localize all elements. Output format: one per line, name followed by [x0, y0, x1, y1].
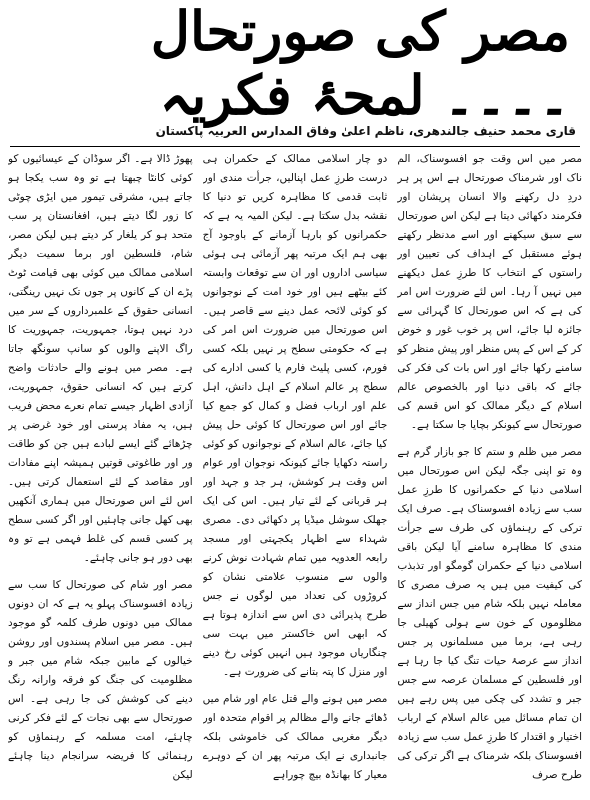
- column-3: [8, 150, 193, 800]
- paragraph: مصر اور شام کی صورتحال کا سب سے زیادہ افسوسناک پہلو یہ ہے کہ ان دونوں ممالک میں دونوں طرف کلمہ گو موجود ہیں۔ مصر میں اسلام پسندوں اور روشن خیالوں کے مابین جبکہ شام میں جبر و مظلومیت کی جنگ کو فرقہ وارانہ رنگ دینے کی کوشش کی جا رہی ہے۔ اس صورتحال سے بھی نجات کے لئے فکر کرنی چاہئے، امت مسلمہ کے رہنماؤں کو رہنمائی کا فریضہ سرانجام دینا چاہئے لیکن: [7, 579, 193, 781]
- column-2: [203, 150, 388, 800]
- paragraph: مصر میں ہونے والے قتل عام اور شام میں ڈھائے جانے والے مظالم پر اقوام متحدہ اور دیگر مغربی ممالک کی خاموشی بلکہ جانبداری نے ایک مرتبہ پھر ان کے دوہرے معیار کا بھانڈہ بیچ چوراہے: [202, 693, 388, 781]
- article-headline: [20, 0, 570, 127]
- paragraph: مصر میں ظلم و ستم کا جو بازار گرم ہے وہ تو اپنی جگہ لیکن اس صورتحال میں اسلامی دنیا کے حکمرانوں کا طرزِ عمل سب سے زیادہ افسوسناک ہے۔ صرف ایک ترکی کے رہنماؤں کی طرف سے جرأت مندی کا مظاہرہ سامنے آیا لیکن باقی اسلامی دنیا کے حکمران گومگو اور تذبذب کی کیفیت میں ہیں یہ صرف مصری کا معاملہ نہیں بلکہ شام میں جس انداز سے مظلوموں کے خون سے ہولی کھیلی جا رہی ہے، برما میں مسلمانوں پر جس انداز سے عرصۂ حیات تنگ کیا جا رہا ہے اور فلسطین کے مسلمان عرصہ سے جس جبر و تشدد کی چکی میں پس رہے ہیں ان تمام مسائل میں عالم اسلام کے ارباب اختیار و اقتدار کا طرزِ عمل سب سے زیادہ افسوسناک بلکہ شرمناک ہے اگر ترکی کی طرح صرف: [397, 446, 582, 781]
- paragraph: دو چار اسلامی ممالک کے حکمران ہی درست طرزِ عمل اپنالیں، جرأت مندی اور ثابت قدمی کا مظاہرہ کریں تو دنیا کا نقشہ بدل سکتا ہے۔ لیکن المیہ یہ ہے کہ حکمرانوں کو بارہا آزمانے کے باوجود آج بھی ہم ایک مرتبہ پھر آزمائی ہی ہوئی سیاسی اداروں اور ان سے توقعات وابستہ کئے بیٹھے ہیں اور خود امت کے نوجوانوں کو کوئی لائحہ عمل دینے سے قاصر ہیں۔ اس صورتحال میں ضرورت اس امر کی ہے کہ حکومتی سطح پر نہیں بلکہ کسی فورم، کسی پلیٹ فارم یا کسی ادارے کی سطح پر عالم اسلام کے اہل دانش، اہل علم اور ارباب فضل و کمال کو جمع کیا جائے اور اس صورتحال کا کوئی حل پیش کیا جائے، عالم اسلام کے نوجوانوں کو کوئی راستہ دکھایا جائے کیونکہ نوجوان اور عوام اس وقت ہر کوشش، ہر جد و جہد اور ہر قربانی کے لئے تیار ہیں۔ اس کی ایک جھلک سوشل میڈیا پر دکھائی دی۔ مصری شہداء سے اظہار یکجہتی اور مسجد رابعہ العدویہ میں تمام شہادت نوش کرنے والوں سے منسوب علامتی نشان کو کروڑوں کی تعداد میں لوگوں نے جس طرح پذیرائی دی اس سے اندازہ ہوتا ہے کہ ابھی اس خاکستر میں بہت سی چنگاریاں موجود ہیں انہیں کوئی رخ دینے اور منزل کا پتہ بتانے کی ضرورت ہے۔: [202, 153, 388, 678]
- article-columns: [8, 150, 582, 800]
- paragraph: پھوڑ ڈالا ہے۔ اگر سوڈان کے عیسائیوں کو کوئی کانٹا چبھتا ہے تو وہ سب یکجا ہو جاتے ہیں، مشرقی تیمور میں ایڑی چوٹی کا زور لگا دیتے ہیں، افغانستان پر سب متحد ہو کر یلغار کر دیتے ہیں لیکن مصر، شام، فلسطین اور برما سمیت دیگر اسلامی ممالک میں کوئی بھی قیامت ٹوٹ پڑے ان کے کانوں پر جوں تک نہیں رینگتی، انسانی حقوق کے علمبرداروں کے سر میں درد نہیں ہوتا، جمہوریت، جمہوریت کا راگ الاپنے والوں کو سانپ سونگھ جاتا ہے۔ مصر میں ہونے والے حادثات واضح کرتے ہیں کہ انسانی حقوق، جمہوریت، آزادی اظہار جیسے تمام نعرے محض فریب ہیں، یہ مفاد پرستی اور خود غرضی پر چڑھائے گئے ایسے لبادے ہیں جن کو طاقت ور اور طاغوتی قوتیں ہمیشہ اپنے مفادات اور مقاصد کے لئے استعمال کرتی ہیں۔ اس لئے اس صورتحال میں ہماری آنکھیں بھی کھل جانی چاہئیں اور اگر کسی سطح پر کسی قسم کی غلط فہمی ہے تو وہ بھی دور ہو جانی چاہئے۔: [7, 153, 193, 564]
- author-byline: قاری محمد حنیف جالندھری، ناظم اعلیٰ وفاق المدارس العربیہ پاکستان: [155, 124, 576, 138]
- headline-text: مصر کی صورتحال ۔۔۔۔ لمحۂ فکریہ: [150, 0, 570, 127]
- column-1: [397, 150, 582, 800]
- header-divider: [10, 146, 580, 147]
- paragraph: مصر میں اس وقت جو افسوسناک، الم ناک اور شرمناک صورتحال ہے اس پر ہر دردِ دل رکھنے والا انسان پریشان اور فکرمند دکھائی دیتا ہے لیکن اس صورتحال سے سبق سیکھنے اور اسے مدنظر رکھتے ہوئے مستقبل کے اہداف کی تعیین اور راستوں کے انتخاب کا طرزِ عمل دیکھنے میں نہیں آ رہا۔ اس لئے ضرورت اس امر کی ہے کہ اس صورتحال کا گہرائی سے جائزہ لیا جائے، اس پر خوب غور و خوض کر کے اس کے پس منظر اور پیش منظر کو سامنے رکھا جائے اور اس بات کی فکر کی جائے کہ باقی دنیا اور بالخصوص عالم اسلام کے دیگر ممالک کو اس قسم کی صورتحال سے کیونکر بچایا جا سکتا ہے۔: [397, 153, 582, 431]
